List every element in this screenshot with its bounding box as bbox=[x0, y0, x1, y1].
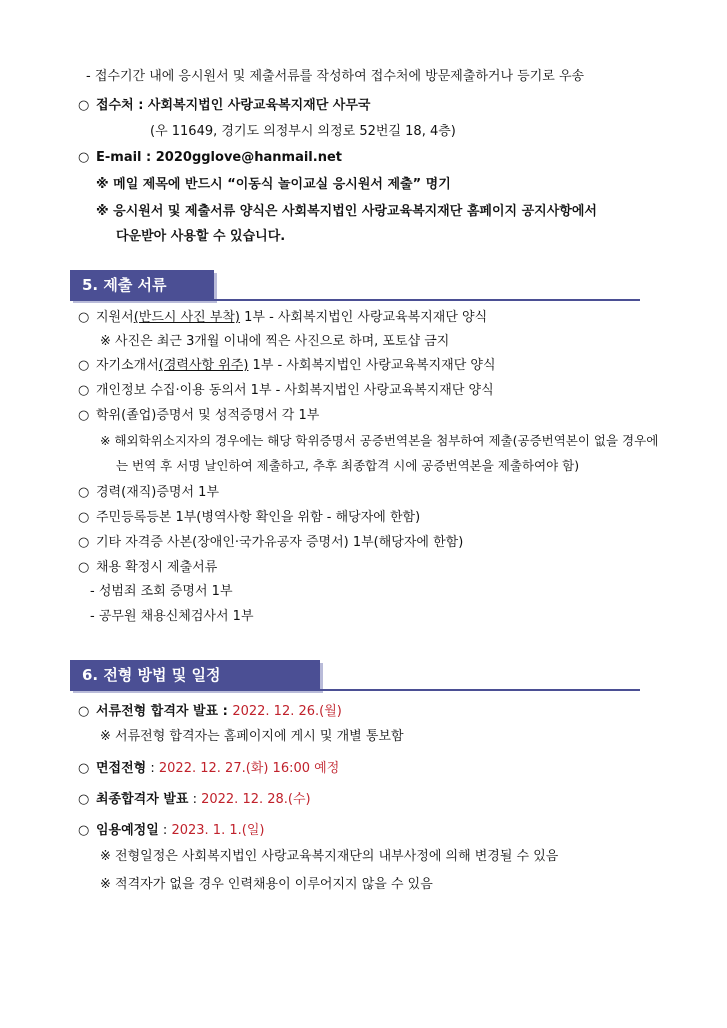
bullet-circle-icon: ○ bbox=[78, 761, 90, 776]
email-label: E-mail : bbox=[96, 150, 156, 165]
bullet-circle-icon: ○ bbox=[78, 150, 90, 165]
doc-item-application: ○ 지원서(반드시 사진 부착) 1부 - 사회복지법인 사랑교육복지재단 양식 bbox=[78, 310, 488, 325]
foreign-degree-note: ※ 해외학위소지자의 경우에는 해당 학위증명서 공증번역본을 첨부하여 제출(공증번역본이 없을 경우에 bbox=[100, 433, 659, 448]
doc-item-degree: ○ 학위(졸업)증명서 및 성적증명서 각 1부 bbox=[78, 408, 320, 423]
doc-item-privacy-consent: ○ 개인정보 수집·이용 동의서 1부 - 사회복지법인 사랑교육복지재단 양식 bbox=[78, 383, 494, 398]
email-line bbox=[78, 149, 342, 167]
doc-item-self-intro: ○ 자기소개서(경력사항 위주) 1부 - 사회복지법인 사랑교육복지재단 양식 bbox=[78, 358, 496, 373]
bullet-circle-icon: ○ bbox=[78, 358, 90, 373]
doc-item-resident-register: ○ 주민등록등본 1부(병역사항 확인을 위함 - 해당자에 한함) bbox=[78, 510, 421, 525]
bullet-circle-icon: ○ bbox=[78, 704, 90, 719]
bullet-circle-icon: ○ bbox=[78, 383, 90, 398]
doc-item-career: ○ 경력(재직)증명서 1부 bbox=[78, 485, 220, 500]
reception-text: 접수처 : 사회복지법인 사랑교육복지재단 사무국 bbox=[96, 98, 371, 113]
mail-subject-note: ※ 메일 제목에 반드시 “이동식 놀이교실 응시원서 제출” 명기 bbox=[96, 177, 451, 192]
foreign-degree-note-cont: 는 번역 후 서명 날인하여 제출하고, 추후 최종합격 시에 공증번역본을 제출하여야 함) bbox=[116, 458, 580, 473]
schedule-appointment-date: ○ 임용예정일 : 2023. 1. 1.(일) bbox=[78, 823, 265, 838]
bullet-circle-icon: ○ bbox=[78, 485, 90, 500]
bullet-circle-icon: ○ bbox=[78, 560, 90, 575]
form-download-note-cont: 다운받아 사용할 수 있습니다. bbox=[116, 229, 286, 244]
hiring-sub-sex-crime-check: - 성범죄 조회 증명서 1부 bbox=[90, 584, 233, 599]
email-address-link[interactable]: 2020gglove@hanmail.net bbox=[155, 150, 342, 165]
section-6-divider bbox=[70, 689, 640, 691]
schedule-change-note: ※ 전형일정은 사회복지법인 사랑교육복지재단의 내부사정에 의해 변경될 수 있음 bbox=[100, 849, 559, 864]
bullet-circle-icon: ○ bbox=[78, 310, 90, 325]
reception-line bbox=[78, 97, 370, 115]
bullet-circle-icon: ○ bbox=[78, 98, 90, 113]
schedule-final-announcement: ○ 최종합격자 발표 : 2022. 12. 28.(수) bbox=[78, 792, 311, 807]
document-screening-note: ※ 서류전형 합격자는 홈페이지에 게시 및 개별 통보함 bbox=[100, 729, 404, 744]
doc-item-certificates: ○ 기타 자격증 사본(장애인·국가유공자 증명서) 1부(해당자에 한함) bbox=[78, 535, 464, 550]
bullet-circle-icon: ○ bbox=[78, 510, 90, 525]
bullet-circle-icon: ○ bbox=[78, 792, 90, 807]
no-suitable-candidate-note: ※ 적격자가 없을 경우 인력채용이 이루어지지 않을 수 있음 bbox=[100, 877, 433, 892]
section-5-heading: 5. 제출 서류 bbox=[70, 270, 214, 300]
form-download-note: ※ 응시원서 및 제출서류 양식은 사회복지법인 사랑교육복지재단 홈페이지 공지사항에서 bbox=[96, 204, 597, 219]
section-5-divider bbox=[70, 299, 640, 301]
doc-item-hiring-confirmed: ○ 채용 확정시 제출서류 bbox=[78, 560, 218, 575]
photo-note: ※ 사진은 최근 3개월 이내에 찍은 사진으로 하며, 포토샵 금지 bbox=[100, 334, 450, 349]
section-6-heading: 6. 전형 방법 및 일정 bbox=[70, 660, 320, 690]
submission-method-line: - 접수기간 내에 응시원서 및 제출서류를 작성하여 접수처에 방문제출하거나 등기로 우송 bbox=[86, 69, 585, 84]
schedule-interview: ○ 면접전형 : 2022. 12. 27.(화) 16:00 예정 bbox=[78, 761, 340, 776]
schedule-document-screening: ○ 서류전형 합격자 발표 : 2022. 12. 26.(월) bbox=[78, 704, 342, 719]
bullet-circle-icon: ○ bbox=[78, 408, 90, 423]
bullet-circle-icon: ○ bbox=[78, 535, 90, 550]
bullet-circle-icon: ○ bbox=[78, 823, 90, 838]
hiring-sub-health-exam: - 공무원 채용신체검사서 1부 bbox=[90, 609, 254, 624]
reception-address: (우 11649, 경기도 의정부시 의정로 52번길 18, 4층) bbox=[150, 124, 456, 139]
